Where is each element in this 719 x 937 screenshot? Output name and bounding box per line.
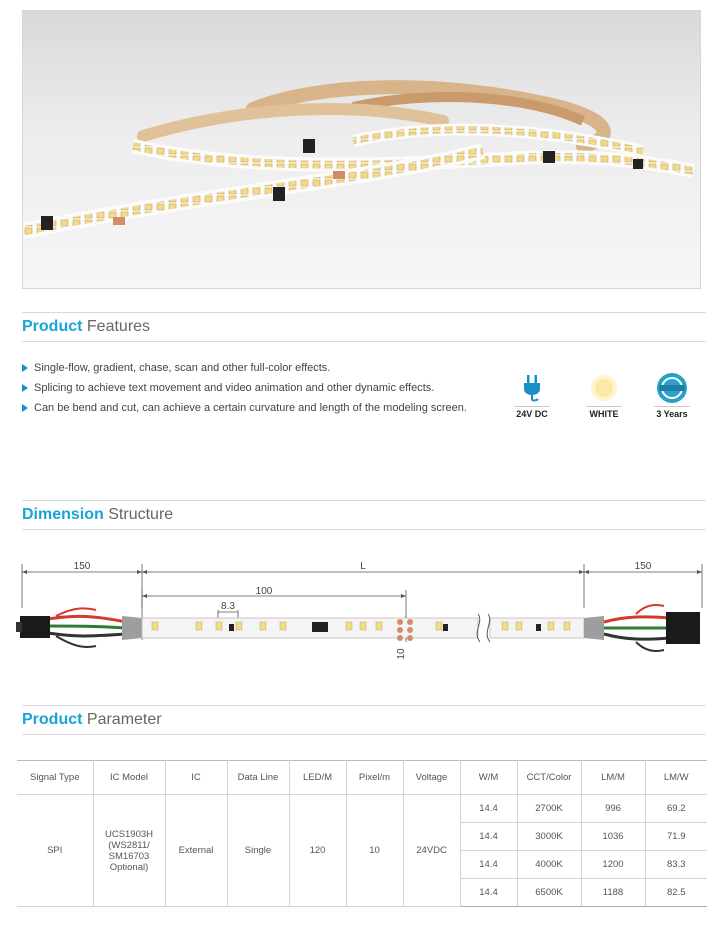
feature-list <box>22 360 492 420</box>
features-title-rest: Features <box>86 318 151 335</box>
data-line-cell: Single <box>227 795 289 907</box>
dimension-title-accent: Dimension <box>22 506 104 523</box>
parameter-title-accent: Product <box>22 711 83 728</box>
bullet-arrow-icon <box>22 404 28 412</box>
feature-text: Can be bend and cut, can achieve a certain curvature and length of the modeling screen. <box>34 402 467 414</box>
cct-cell: 2700K <box>517 795 581 823</box>
length-label: L <box>360 561 366 572</box>
color-badge <box>582 372 626 419</box>
warranty-seal-icon <box>656 372 688 404</box>
features-section-title <box>22 318 150 336</box>
bullet-arrow-icon <box>22 384 28 392</box>
feature-item <box>22 400 492 420</box>
feature-text: Splicing to achieve text movement and video animation and other dynamic effects. <box>34 382 435 394</box>
ic-cell: External <box>165 795 227 907</box>
ic-model-line: Optional) <box>109 861 149 873</box>
white-light-icon <box>589 373 619 403</box>
lumen-per-watt-cell: 83.3 <box>645 851 707 879</box>
table-header-row <box>17 761 707 795</box>
lumen-per-meter-cell: 1188 <box>581 879 645 907</box>
dimension-drawing <box>16 556 706 676</box>
lumen-per-meter-cell: 1036 <box>581 823 645 851</box>
ic-model-cell <box>93 795 165 907</box>
lumen-per-watt-cell: 71.9 <box>645 823 707 851</box>
cct-cell: 6500K <box>517 879 581 907</box>
lumen-per-meter-cell: 1200 <box>581 851 645 879</box>
parameter-section-header <box>22 705 706 735</box>
led-pitch-label: 8.3 <box>221 601 235 612</box>
lead-right-label: 150 <box>634 561 652 572</box>
parameter-table <box>17 760 707 907</box>
led-per-meter-cell: 120 <box>289 795 346 907</box>
signal-type-cell: SPI <box>17 795 93 907</box>
feature-item <box>22 380 492 400</box>
cut-length-label: 100 <box>255 586 273 597</box>
column-header: Voltage <box>403 761 460 795</box>
ic-model-line: UCS1903H <box>104 828 154 840</box>
column-header: Data Line <box>227 761 289 795</box>
column-header: Pixel/m <box>346 761 403 795</box>
left-connector <box>16 608 142 647</box>
dimension-section-header <box>22 500 706 530</box>
pixel-per-meter-cell: 10 <box>346 795 403 907</box>
column-header: LED/M <box>289 761 346 795</box>
parameter-section-title <box>22 711 162 729</box>
feature-item <box>22 360 492 380</box>
features-section-header <box>22 312 706 342</box>
ic-model-line: (WS2811/ <box>108 839 150 851</box>
column-header: LM/W <box>645 761 707 795</box>
lumen-per-meter-cell: 996 <box>581 795 645 823</box>
badge-label: 24V DC <box>516 409 548 419</box>
product-photo <box>22 10 701 289</box>
ic-model-line: SM16703 <box>108 850 150 862</box>
lumen-per-watt-cell: 82.5 <box>645 879 707 907</box>
column-header: IC <box>165 761 227 795</box>
column-header: IC Model <box>93 761 165 795</box>
voltage-cell: 24VDC <box>403 795 460 907</box>
column-header: LM/M <box>581 761 645 795</box>
warranty-badge <box>650 372 694 419</box>
power-plug-icon <box>518 373 546 403</box>
dimension-section-title <box>22 506 173 524</box>
badge-label: WHITE <box>589 409 619 419</box>
feature-text: Single-flow, gradient, chase, scan and other full-color effects. <box>34 362 331 374</box>
parameter-title-rest: Parameter <box>86 711 162 728</box>
lumen-per-watt-cell: 69.2 <box>645 795 707 823</box>
table-row <box>17 795 707 823</box>
column-header: Signal Type <box>17 761 93 795</box>
voltage-badge <box>510 372 554 419</box>
column-header: W/M <box>460 761 517 795</box>
watt-per-meter-cell: 14.4 <box>460 795 517 823</box>
badge-label: 3 Years <box>656 409 688 419</box>
watt-per-meter-cell: 14.4 <box>460 879 517 907</box>
lead-left-label: 150 <box>73 561 91 572</box>
dimension-title-rest: Structure <box>108 506 174 523</box>
column-header: CCT/Color <box>517 761 581 795</box>
width-label: 10 <box>396 648 407 660</box>
cct-cell: 4000K <box>517 851 581 879</box>
bullet-arrow-icon <box>22 364 28 372</box>
watt-per-meter-cell: 14.4 <box>460 823 517 851</box>
cct-cell: 3000K <box>517 823 581 851</box>
right-connector <box>584 605 700 651</box>
spec-badges <box>510 372 700 432</box>
watt-per-meter-cell: 14.4 <box>460 851 517 879</box>
features-title-accent: Product <box>22 318 83 335</box>
